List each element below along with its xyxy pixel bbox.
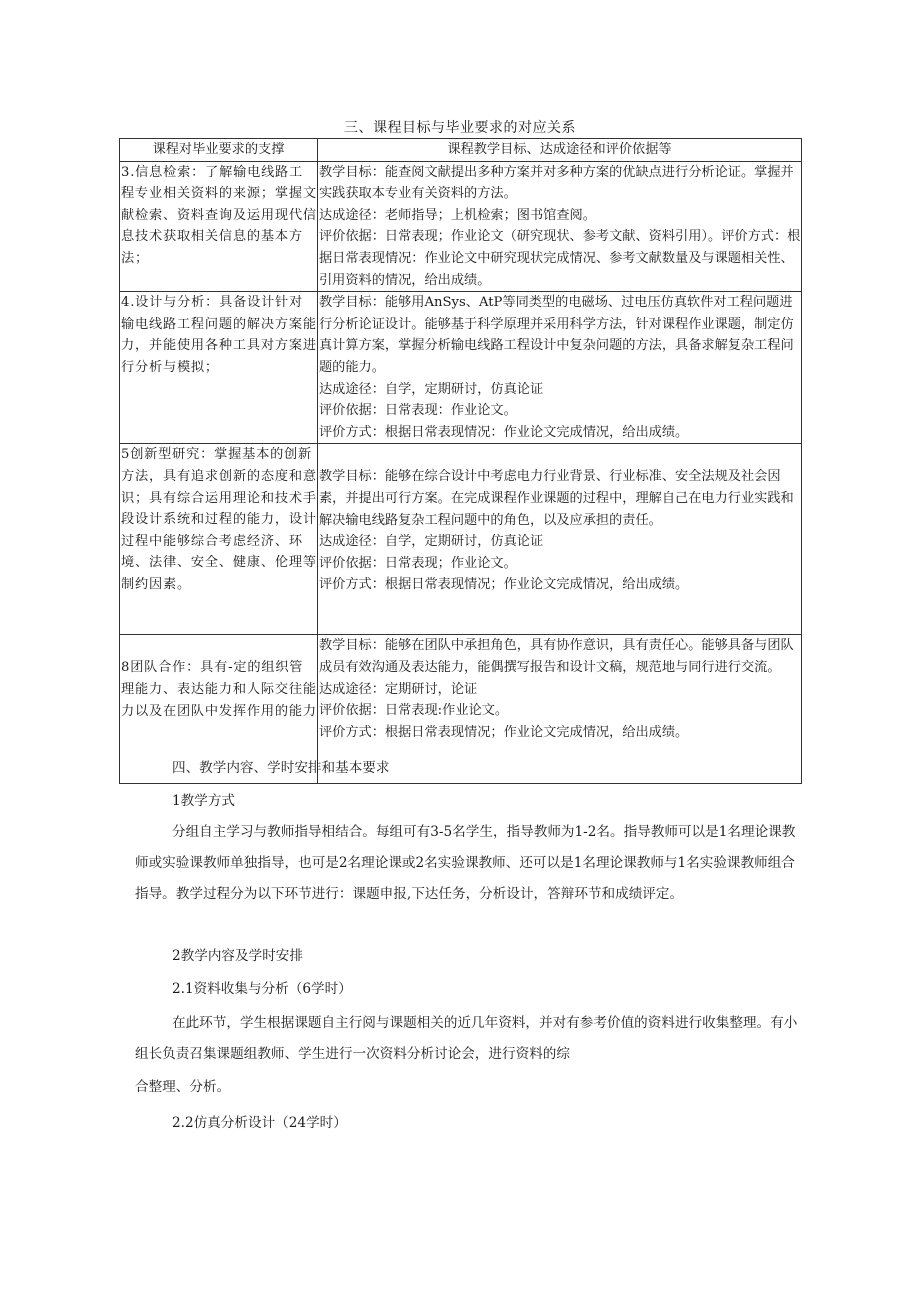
teaching-method-paragraph: 分组自主学习与教师指导相结合。每组可有3-5名学生，指导教师为1-2名。指导教师可以是1名理论课教师或实验课教师单独指导，也可是2名理论课或2名实验课教师、还可以是1名理论课教师与1名实验课教师组合指导。教学过程分为以下环节进行：课题申报,下达任务，分析设计，答辩环节和成绩评定。 bbox=[135, 824, 796, 902]
table-row bbox=[120, 161, 802, 292]
objective-line: 达成途径：老师指导；上机检索；图书馆查阅。 bbox=[319, 207, 596, 223]
table-row bbox=[120, 292, 802, 444]
objective-line: 教学目标：能够在综合设计中考虑电力行业背景、行业标准、安全法规及社会因素，并提出可行方案。在完成课程作业课题的过程中，理解自己在电力行业实践和解决输电线路复杂工程问题中的角色，以及应承担的责任。 bbox=[319, 469, 794, 528]
objective-line: 达成途径：自学，定期研讨，仿真论证 bbox=[319, 534, 544, 550]
table-header-row bbox=[120, 139, 802, 162]
objective-line: 达成途径：定期研讨，论证 bbox=[319, 681, 478, 697]
subheading-simulation-design: 2.2仿真分析设计（24学时） bbox=[172, 1115, 347, 1131]
data-collection-paragraph-cont: 合整理、分析。 bbox=[135, 1079, 231, 1095]
table-row bbox=[120, 444, 802, 635]
support-cell: 4.设计与分析：具备设计针对输电线路工程问题的解决方案能力，并能使用各种工具对方案进行分析与模拟； bbox=[120, 292, 318, 444]
table-header-support: 课程对毕业要求的支撑 bbox=[120, 139, 318, 162]
subheading-data-collection: 2.1资料收集与分析（6学时） bbox=[172, 981, 352, 997]
objective-line: 评价方式：根据日常表现情况：作业论文完成情况，给出成绩。 bbox=[319, 424, 689, 440]
objectives-cell bbox=[318, 444, 802, 635]
objective-line: 教学目标：能够在团队中承担角色，具有协作意识，具有责任心。能够具备与团队成员有效沟通及表达能力，能偶撰写报告和设计文稿，规范地与同行进行交流。 bbox=[319, 638, 794, 675]
objective-line: 评价方式：根据日常表现情况；作业论文完成情况，给出成绩。 bbox=[319, 724, 689, 740]
objective-line: 评价方式：根据日常表现情况；作业论文完成情况，给出成绩。 bbox=[319, 577, 689, 593]
data-collection-paragraph: 在此环节，学生根据课题自主行阅与课题相关的近几年资料，并对有参考价值的资料进行收集整理。有小组长负责召集课题组教师、学生进行一次资料分析讨论会，进行资料的综 bbox=[135, 1015, 798, 1062]
section-title: 三、课程目标与毕业要求的对应关系 bbox=[344, 120, 576, 136]
objective-line: 评价依据：日常表现；作业论文。 bbox=[319, 555, 517, 571]
objective-line: 评价依据：日常表现；作业论文（研究现状、参考文献、资料引用）。评价方式：根据日常表现情况：作业论文中研究现状完成情况、参考文献数量及与课题相关性、引用资料的情况，给出成绩。 bbox=[319, 229, 801, 288]
objective-line: 达成途径：自学，定期研讨，仿真论证 bbox=[319, 381, 544, 397]
requirements-table bbox=[119, 138, 802, 784]
table-header-objectives: 课程教学目标、达成途径和评价依据等 bbox=[318, 139, 802, 162]
support-cell: 8团队合作：具有-定的组织管理能力、表达能力和人际交往能力以及在团队中发挥作用的能力 bbox=[120, 635, 318, 784]
support-cell: 5创新型研究：掌握基本的创新方法，具有追求创新的态度和意识；具有综合运用理论和技术手段设计系统和过程的能力，设计过程中能够综合考虑经济、环境、法律、安全、健康、伦理等制约因素。 bbox=[120, 444, 318, 635]
objective-line: 评价依据：日常表现:作业论文。 bbox=[319, 703, 509, 719]
support-cell: 3.信息检索：了解输电线路工程专业相关资料的来源；掌握文献检索、资料查询及运用现代信息技术获取相关信息的基本方法； bbox=[120, 161, 318, 292]
objectives-cell bbox=[318, 292, 802, 444]
objective-line: 教学目标：能够用AnSys、AtP等同类型的电磁场、过电压仿真软件对工程问题进行分析论证设计。能够基于科学原理并采用科学方法，针对课程作业课题，制定仿真计算方案，掌握分析输电线路工程设计中复杂问题的方法，具备求解复杂工程问题的能力。 bbox=[319, 295, 794, 375]
objectives-cell bbox=[318, 161, 802, 292]
objective-line: 评价依据：日常表现：作业论文。 bbox=[319, 403, 517, 419]
section4-heading: 四、教学内容、学时安排和基本要求 bbox=[172, 760, 390, 776]
objective-line: 教学目标：能查阅文献提出多种方案并对多种方案的优缺点进行分析论证。掌握并实践获取本专业有关资料的方法。 bbox=[319, 164, 794, 202]
subheading-content-schedule: 2教学内容及学时安排 bbox=[172, 948, 303, 964]
subheading-teaching-method: 1教学方式 bbox=[172, 793, 236, 809]
